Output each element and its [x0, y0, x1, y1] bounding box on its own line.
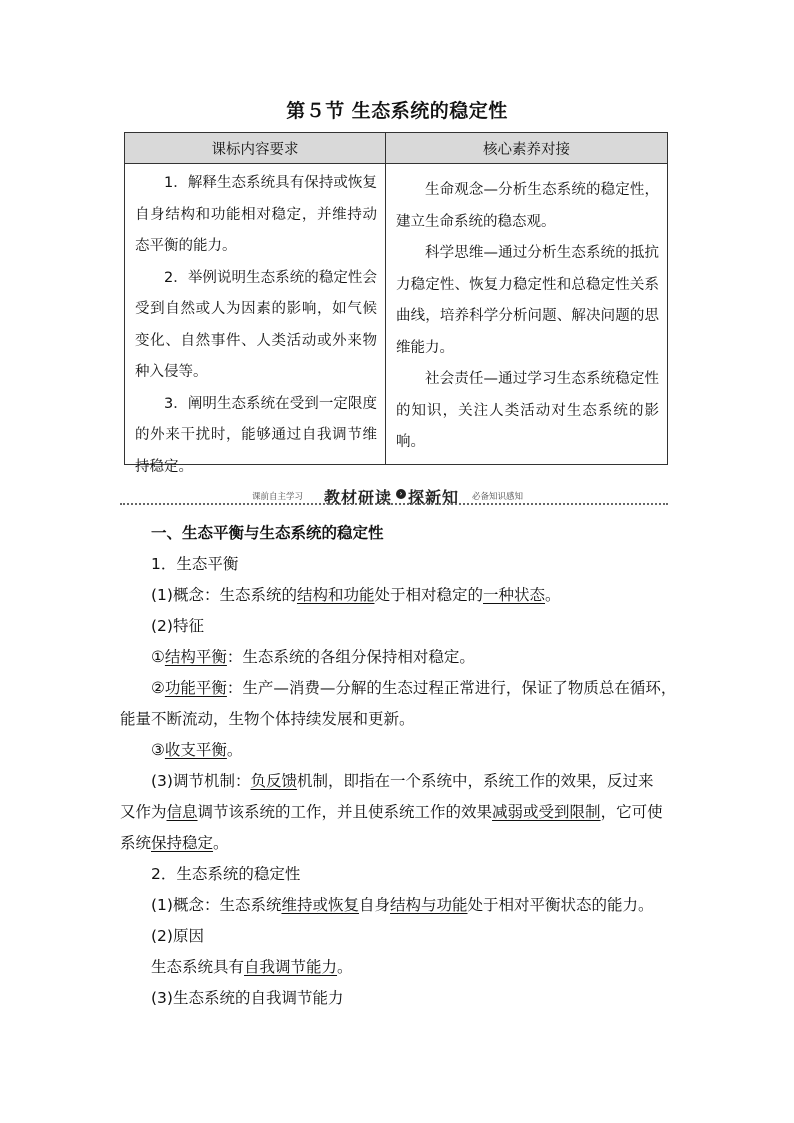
paragraph-line: 生态系统具有自我调节能力。 — [151, 958, 353, 976]
subsection-heading: 1．生态平衡 — [151, 555, 239, 573]
requirements-table — [124, 132, 668, 475]
competency-item: 生命观念—分析生态系统的稳定性，建立生命系统的稳态观。 — [396, 182, 659, 230]
divider-title-sub: 探新知 — [408, 488, 460, 507]
paragraph-line: 能量不断流动，生物个体持续发展和更新。 — [120, 710, 415, 728]
paragraph-line: (1)概念：生态系统的结构和功能处于相对稳定的一种状态。 — [151, 586, 561, 604]
paragraph-line: (3)生态系统的自我调节能力 — [151, 989, 344, 1007]
page-title: 第５节 生态系统的稳定性 — [286, 100, 508, 122]
paragraph-line: 又作为信息调节该系统的工作，并且使系统工作的效果减弱或受到限制，它可使 — [120, 803, 663, 821]
paragraph-line: 系统保持稳定。 — [120, 834, 229, 852]
subsection-heading: 2．生态系统的稳定性 — [151, 865, 301, 883]
paragraph-line: (2)特征 — [151, 617, 204, 635]
paragraph-line: (3)调节机制：负反馈机制，即指在一个系统中，系统工作的效果，反过来 — [151, 772, 654, 790]
arrow-icon: › — [396, 489, 406, 499]
paragraph-line: (1)概念：生态系统维持或恢复自身结构与功能处于相对平衡状态的能力。 — [151, 896, 654, 914]
paragraph-line: ③收支平衡。 — [151, 741, 243, 759]
paragraph-line: ②功能平衡：生产—消费—分解的生态过程正常进行，保证了物质总在循环， — [151, 679, 677, 697]
competency-item: 社会责任—通过学习生态系统稳定性的知识，关注人类活动对生态系统的影响。 — [396, 371, 659, 450]
table-header-competency: 核心素养对接 — [386, 133, 668, 164]
section-heading: 一、生态平衡与生态系统的稳定性 — [151, 524, 384, 542]
paragraph-line: ①结构平衡：生态系统的各组分保持相对稳定。 — [151, 648, 475, 666]
competency-item: 科学思维—通过分析生态系统的抵抗力稳定性、恢复力稳定性和总稳定性关系曲线，培养科学分析问题、解决问题的思维能力。 — [396, 245, 659, 356]
section-divider-banner — [120, 484, 668, 507]
divider-rule — [120, 503, 668, 505]
curriculum-requirements-cell — [125, 164, 386, 475]
divider-right-label: 必备知识感知 — [472, 492, 524, 502]
table-header-curriculum: 课标内容要求 — [125, 133, 386, 164]
paragraph-line: (2)原因 — [151, 927, 204, 945]
requirement-item: 2．举例说明生态系统的稳定性会受到自然或人为因素的影响，如气候变化、自然事件、人类活动或外来物种入侵等。 — [135, 269, 377, 380]
divider-title-main: 教材研读 — [324, 488, 393, 507]
requirement-item: 3．阐明生态系统在受到一定限度的外来干扰时，能够通过自我调节维持稳定。 — [135, 395, 377, 475]
requirement-item: 1．解释生态系统具有保持或恢复自身结构和功能相对稳定，并维持动态平衡的能力。 — [135, 175, 377, 254]
divider-left-label: 课前自主学习 — [252, 492, 304, 502]
core-competency-cell — [386, 164, 668, 465]
